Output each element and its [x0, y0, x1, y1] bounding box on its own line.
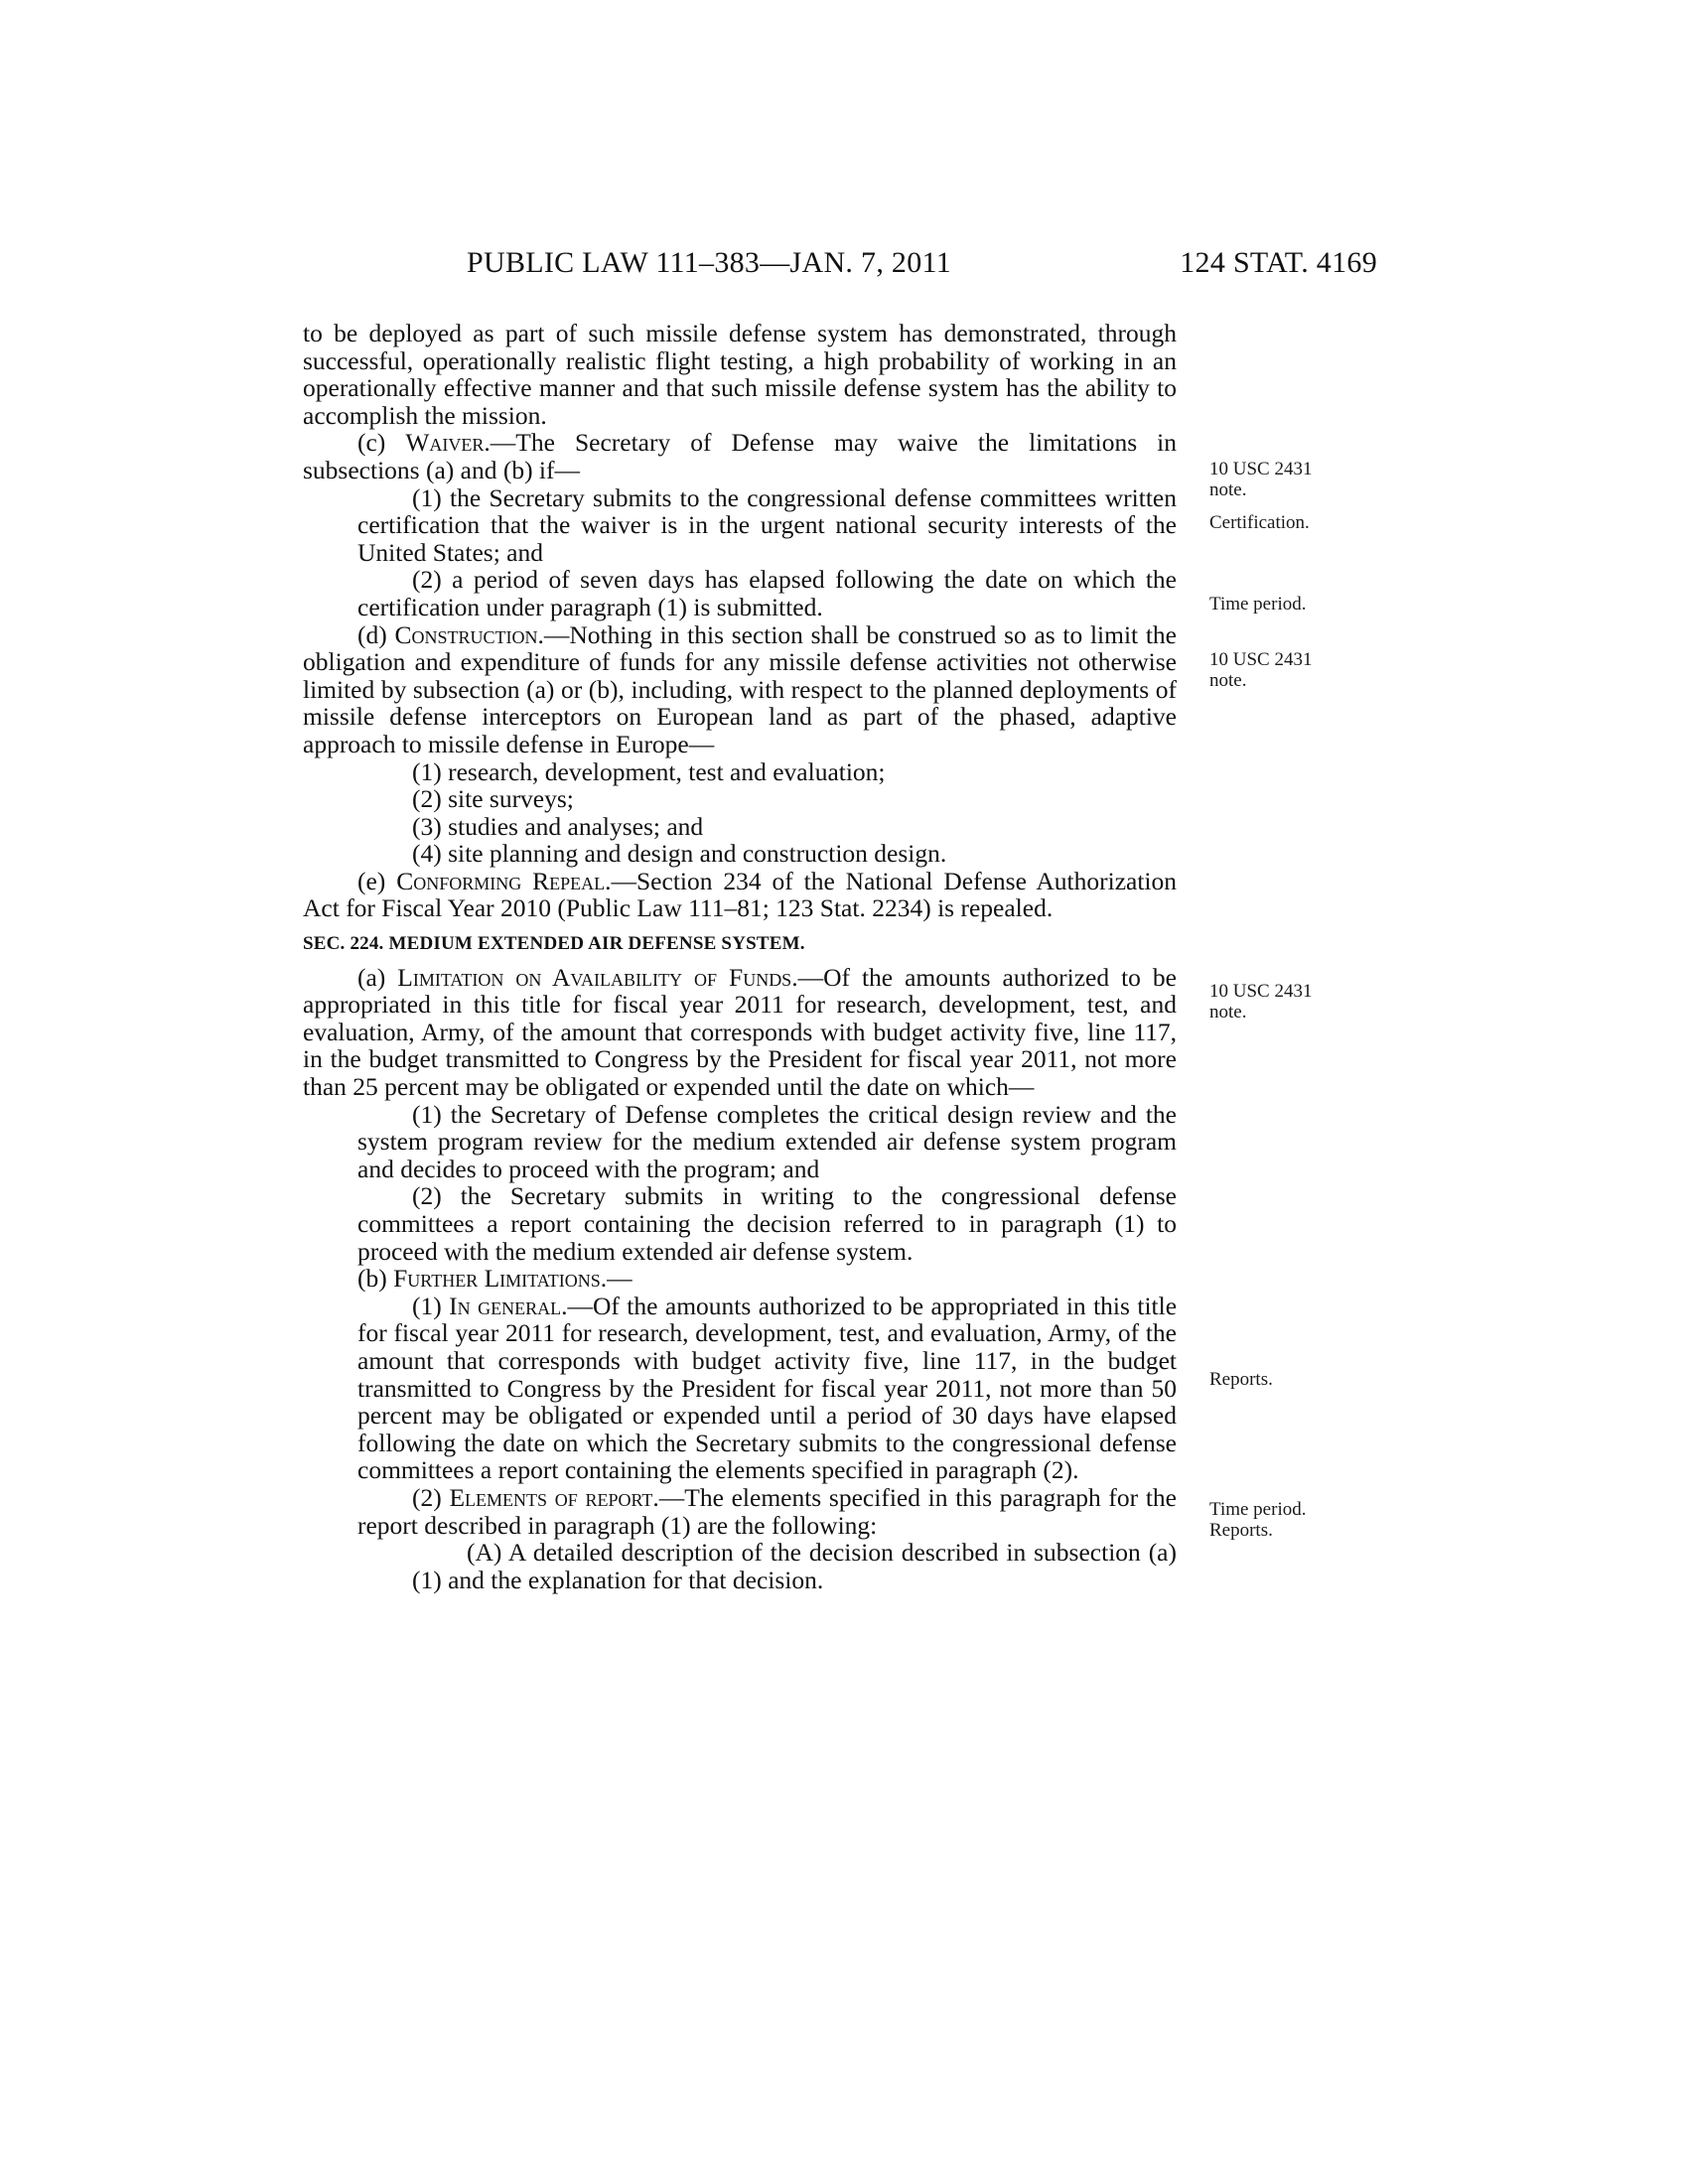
subsection-d: (d) Construction.—Nothing in this section shall be construed so as to limit the obligation and expenditure of funds for any missile defense activities not otherwise limited by subsection (a) or (b), including, with respect to the planned deployments of missile defense interceptors on European land as part of the phased, adaptive approach to missile defense in Europe—	[303, 619, 1177, 758]
document-body	[303, 320, 1177, 1593]
subsection-b: (b) Further Limitations.—	[357, 1264, 633, 1294]
margin-note-usc: 10 USC 2431 note.	[1209, 981, 1313, 1023]
paragraph-heading: Elements of report	[449, 1482, 653, 1512]
margin-note-reports: Reports.	[1209, 1369, 1273, 1390]
margin-note-usc: 10 USC 2431 note.	[1209, 649, 1313, 691]
subsection-heading: Limitation on Availability of Funds	[397, 962, 792, 992]
paragraph-d1: (1) research, development, test and evaluation;	[412, 756, 886, 786]
subsection-e: (e) Conforming Repeal.—Section 234 of the National Defense Authorization Act for Fiscal Year 2010 (Public Law 111–81; 123 Stat. 2234) is repealed.	[303, 866, 1178, 923]
paragraph-a1: (1) the Secretary of Defense completes the critical design review and the system program review for the medium extended air defense system program and decides to proceed with the program; and	[357, 1099, 1177, 1183]
subsection-a: (a) Limitation on Availability of Funds.—Of the amounts authorized to be appropriated in this title for fiscal year 2011 for research, development, test, and evaluation, Army, of the amount that corresponds with budget activity five, line 117, in the budget transmitted to Congress by the President for fiscal year 2011, not more than 25 percent may be obligated or expended until the date on which—	[303, 962, 1177, 1102]
subsection-heading: Construction	[394, 619, 538, 649]
margin-note-time-period: Time period.	[1209, 594, 1307, 614]
statute-page-number: 124 STAT. 4169	[1180, 246, 1377, 279]
page-header	[303, 246, 1377, 290]
subsection-heading: Further Limitations	[393, 1264, 601, 1294]
running-title: PUBLIC LAW 111–383—JAN. 7, 2011	[467, 246, 952, 279]
paragraph-c2: (2) a period of seven days has elapsed following the date on which the certification under paragraph (1) is submitted.	[357, 565, 1177, 621]
margin-note-time-period-reports: Time period. Reports.	[1209, 1499, 1307, 1541]
subparagraph-A: (A) A detailed description of the decision described in subsection (a)(1) and the explanation for that decision.	[412, 1538, 1177, 1594]
subsection-c: (c) Waiver.—The Secretary of Defense may waive the limitations in subsections (a) and (b) if—	[303, 428, 1178, 484]
section-heading: SEC. 224. MEDIUM EXTENDED AIR DEFENSE SYSTEM.	[303, 933, 805, 955]
subsection-heading: Waiver	[405, 428, 485, 458]
paragraph-d2: (2) site surveys;	[412, 784, 574, 814]
paragraph-heading: In general	[449, 1291, 562, 1320]
paragraph-d4: (4) site planning and design and construction design.	[412, 839, 947, 869]
margin-note-certification: Certification.	[1209, 512, 1310, 533]
paragraph-a2: (2) the Secretary submits in writing to the congressional defense committees a report containing the decision referred to in paragraph (1) to proceed with the medium extended air defense system.	[357, 1181, 1177, 1266]
margin-note-usc: 10 USC 2431 note.	[1209, 459, 1313, 500]
paragraph-b1: (1) In general.—Of the amounts authorized to be appropriated in this title for fiscal year 2011 for research, development, test, and evaluation, Army, of the amount that corresponds with budget activity five, line 117, in the budget transmitted to Congress by the President for fiscal year 2011, not more than 50 percent may be obligated or expended until a period of 30 days have elapsed following the date on which the Secretary submits to the congressional defense committees a report containing the elements specified in paragraph (2).	[357, 1291, 1178, 1485]
paragraph-c1: (1) the Secretary submits to the congressional defense committees written certification that the waiver is in the urgent national security interests of the United States; and	[357, 482, 1177, 567]
paragraph-d3: (3) studies and analyses; and	[412, 811, 704, 841]
paragraph-continuation: to be deployed as part of such missile defense system has demonstrated, through successful, operationally realistic flight testing, a high probability of working in an operationally effective manner and that such missile defense system has the ability to accomplish the mission.	[303, 319, 1177, 430]
paragraph-b2: (2) Elements of report.—The elements specified in this paragraph for the report described in paragraph (1) are the following:	[357, 1482, 1178, 1540]
subsection-heading: Conforming Repeal	[396, 866, 606, 895]
